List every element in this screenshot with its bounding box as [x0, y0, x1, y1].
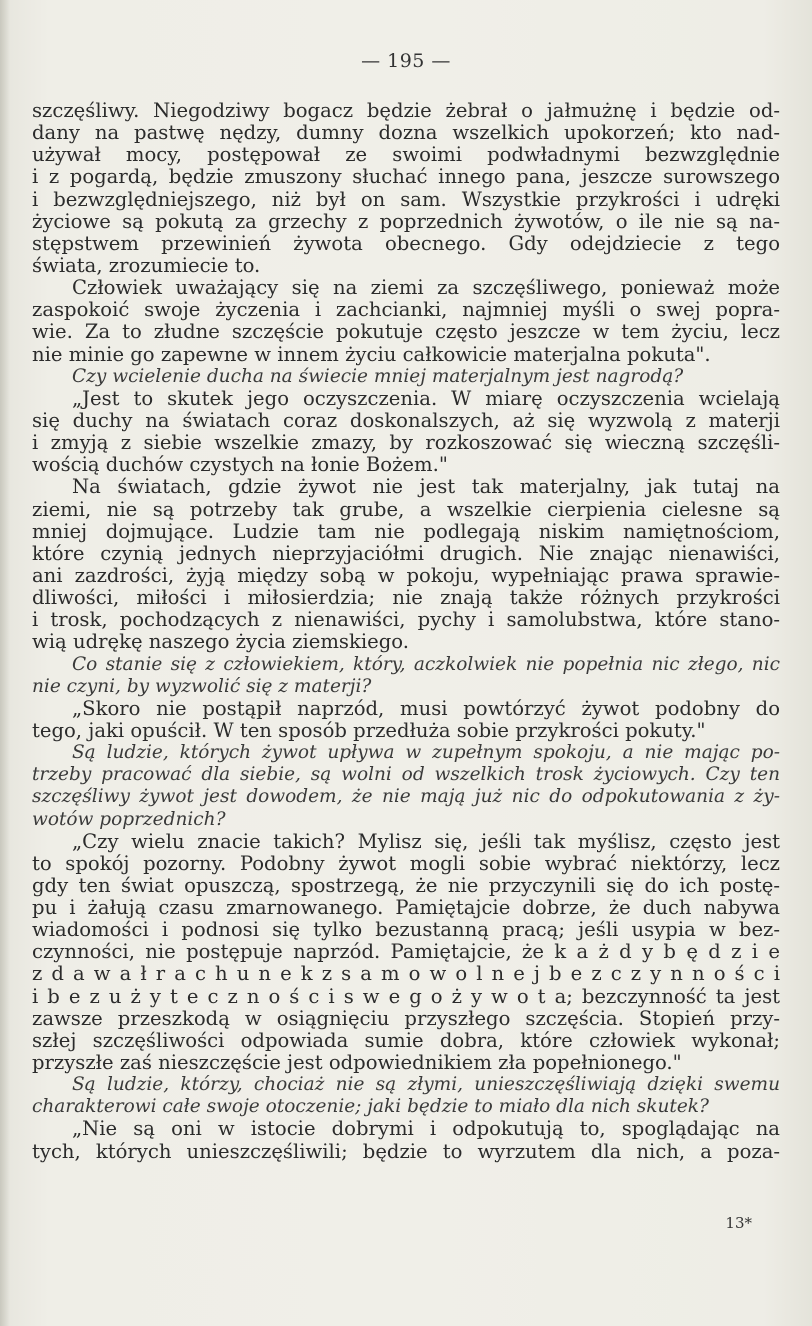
- text-line: stępstwem przewinień żywota obecnego. Gdy odejdziecie z tego: [32, 231, 780, 255]
- signature-mark: 13*: [725, 1214, 752, 1232]
- question-line: nie czyni, by wyzwolić się z materji?: [32, 675, 372, 697]
- text-line: używał mocy, postępował ze swoimi podwładnymi bezwzględnie: [32, 143, 780, 167]
- text-line: dany na pastwę nędzy, dumny dozna wszelkich upokorzeń; kto nad-: [32, 121, 780, 145]
- text-line: „Czy wielu znacie takich? Mylisz się, jeśli tak myślisz, często jest: [72, 829, 780, 853]
- page-text: [32, 100, 780, 1163]
- text-line: i b e z u ż y t e c z n o ś c i s w e g o ż y w o t a; bezczynność ta jest: [32, 984, 780, 1008]
- text-line: pu i żałują czasu zmarnowanego. Pamiętajcie dobrze, że duch nabywa: [32, 896, 780, 920]
- page-edge-shadow: [0, 0, 10, 1326]
- text-line: świata, zrozumiecie to.: [32, 253, 261, 277]
- question-line: Czy wcielenie ducha na świecie mniej materjalnym jest nagrodą?: [72, 365, 684, 387]
- text-line: to spokój pozorny. Podobny żywot mogli sobie wybrać niektórzy, lecz: [32, 851, 780, 875]
- text-line: mniej dojmujące. Ludzie tam nie podlegają niskim namiętnościom,: [32, 519, 780, 543]
- text-line: zaspokoić swoje życzenia i zachcianki, najmniej myśli o swej popra-: [32, 298, 780, 322]
- text-line: z d a w a ł r a c h u n e k z s a m o w o l n e j b e z c z y n n o ś c i: [32, 962, 780, 986]
- text-line: „Nie są oni w istocie dobrymi i odpokutują to, spoglądając na: [72, 1117, 780, 1141]
- question-line: Są ludzie, których żywot upływa w zupełnym spokoju, a nie mając po-: [72, 742, 780, 764]
- text-line: i trosk, pochodzących z nienawiści, pychy i samolubstwa, które stano-: [32, 608, 780, 632]
- text-line: tego, jaki opuścił. W ten sposób przedłuża sobie przykrości pokuty.": [32, 718, 706, 742]
- question-line: szczęśliwy żywot jest dowodem, że nie mają już nic do odpokutowania z ży-: [32, 786, 780, 808]
- text-line: i z pogardą, będzie zmuszony słuchać innego pana, jeszcze surowszego: [32, 165, 780, 189]
- text-line: przyszłe zaś nieszczęście jest odpowiednikiem zła popełnionego.": [32, 1051, 682, 1075]
- text-line: gdy ten świat opuszczą, spostrzegą, że nie przyczynili się do ich postę-: [32, 873, 780, 897]
- text-line: wością duchów czystych na łonie Bożem.": [32, 453, 448, 477]
- text-line: nie minie go zapewne w innem życiu całkowicie materjalna pokuta".: [32, 342, 711, 366]
- text-line: i zmyją z siebie wszelkie zmazy, by rozkoszować się wieczną szczęśli-: [32, 431, 780, 455]
- text-line: szczęśliwy. Niegodziwy bogacz będzie żebrał o jałmużnę i będzie od-: [32, 99, 780, 122]
- text-line: czynności, nie postępuje naprzód. Pamiętajcie, że k a ż d y b ę d z i e: [32, 940, 780, 964]
- question-line: Są ludzie, którzy, chociaż nie są złymi, unieszczęśliwiają dzięki swemu: [72, 1074, 780, 1096]
- question-line: trzeby pracować dla siebie, są wolni od wszelkich trosk życiowych. Czy ten: [32, 764, 780, 786]
- text-line: ziemi, nie są potrzeby tak grube, a wszelkie cierpienia cielesne są: [32, 497, 780, 521]
- text-line: wie. Za to złudne szczęście pokutuje często jeszcze w tem życiu, lecz: [32, 320, 780, 344]
- text-line: się duchy na światach coraz doskonalszych, aż się wyzwolą z materji: [32, 408, 780, 432]
- text-line: „Skoro nie postąpił naprzód, musi powtórzyć żywot podobny do: [72, 696, 780, 720]
- question-line: wotów poprzednich?: [32, 808, 226, 830]
- text-line: szłej szczęśliwości odpowiada sumie dobra, które człowiek wykonał;: [32, 1028, 780, 1052]
- text-line: które czynią jednych nieprzyjaciółmi drugich. Nie znając nienawiści,: [32, 541, 780, 565]
- page-number: — 195 —: [361, 50, 451, 72]
- text-line: Na światach, gdzie żywot nie jest tak materjalny, jak tutaj na: [72, 475, 780, 499]
- text-line: tych, których unieszczęśliwili; będzie to wyrzutem dla nich, a poza-: [32, 1139, 780, 1163]
- text-line: i bezwzględniejszego, niż był on sam. Wszystkie przykrości i udręki: [32, 187, 780, 211]
- text-line: Człowiek uważający się na ziemi za szczęśliwego, ponieważ może: [72, 276, 780, 300]
- text-line: zawsze przeszkodą w osiągnięciu przyszłego szczęścia. Stopień przy-: [32, 1006, 780, 1030]
- text-line: ani zazdrości, żyją między sobą w pokoju, wypełniając prawa sprawie-: [32, 563, 780, 587]
- text-line: wiadomości i podnosi się tylko bezustanną pracą; jeśli usypia w bez-: [32, 918, 780, 942]
- text-line: „Jest to skutek jego oczyszczenia. W miarę oczyszczenia wcielają: [72, 386, 780, 410]
- question-line: Co stanie się z człowiekiem, który, aczkolwiek nie popełnia nic złego, nic: [72, 653, 780, 675]
- text-line: życiowe są pokutą za grzechy z poprzednich żywotów, o ile nie są na-: [32, 209, 780, 233]
- text-line: dliwości, miłości i miłosierdzia; nie znają także różnych przykrości: [32, 586, 780, 610]
- question-line: charakterowi całe swoje otoczenie; jaki będzie to miało dla nich skutek?: [32, 1096, 709, 1118]
- text-line: wią udrękę naszego życia ziemskiego.: [32, 630, 409, 654]
